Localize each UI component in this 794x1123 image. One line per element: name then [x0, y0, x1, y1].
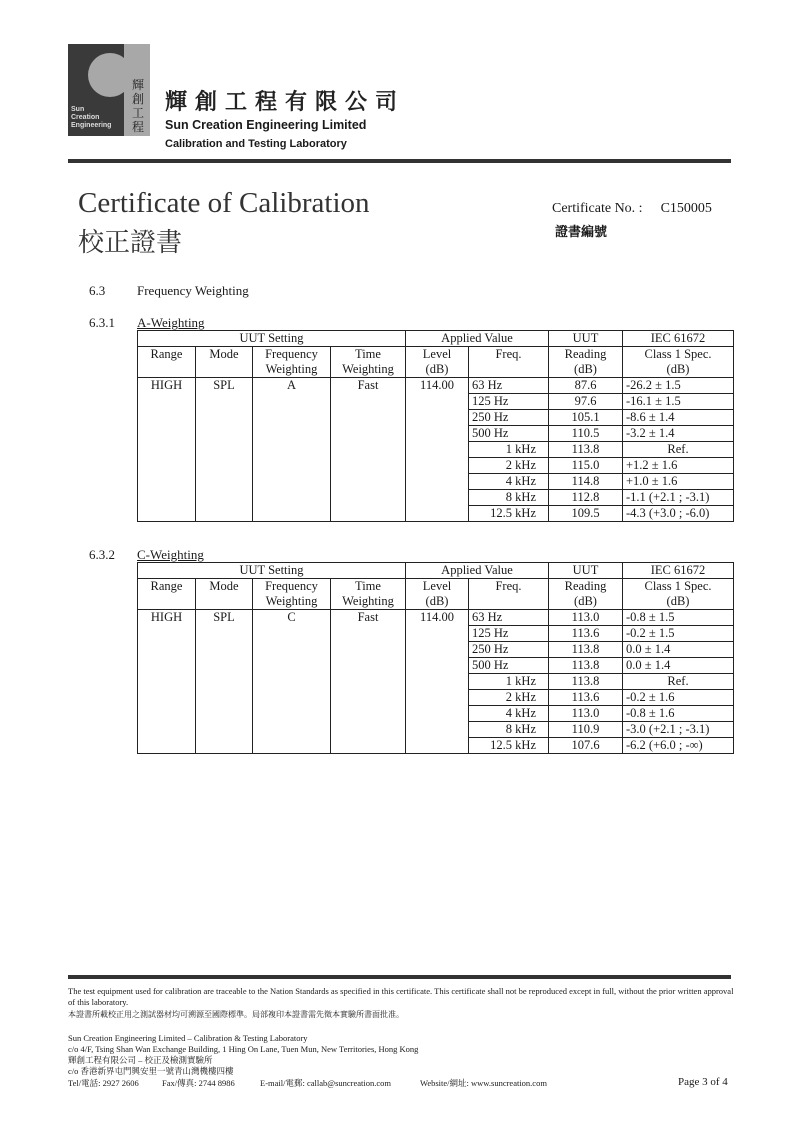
freq-cell: 2 kHz [469, 690, 549, 706]
certificate-title: Certificate of Calibration [78, 187, 370, 219]
weighting-cell: C [253, 610, 331, 754]
reading-cell: 109.5 [549, 506, 623, 522]
reading-cell: 113.6 [549, 626, 623, 642]
reading-cell: 113.6 [549, 690, 623, 706]
spec-cell: -3.0 (+2.1 ; -3.1) [623, 722, 734, 738]
freq-cell: 500 Hz [469, 658, 549, 674]
weighting-cell: A [253, 378, 331, 522]
spec-cell: -6.2 (+6.0 ; -∞) [623, 738, 734, 754]
freq-cell: 12.5 kHz [469, 738, 549, 754]
freq-cell: 250 Hz [469, 410, 549, 426]
spec-cell: -26.2 ± 1.5 [623, 378, 734, 394]
company-name-en: Sun Creation Engineering Limited [165, 118, 367, 132]
contact-tel: Tel/電話: 2927 2606 [68, 1078, 139, 1088]
section-title: Frequency Weighting [137, 283, 249, 298]
table-row [138, 610, 734, 626]
freq-cell: 500 Hz [469, 426, 549, 442]
level-cell: 114.00 [406, 378, 469, 522]
freq-cell: 125 Hz [469, 626, 549, 642]
freq-cell: 1 kHz [469, 442, 549, 458]
spec-cell: +1.2 ± 1.6 [623, 458, 734, 474]
subsection-number: 6.3.2 [89, 547, 115, 562]
freq-cell: 8 kHz [469, 490, 549, 506]
reading-cell: 115.0 [549, 458, 623, 474]
mode-cell: SPL [196, 378, 253, 522]
level-cell: 114.00 [406, 610, 469, 754]
subsection-title: C-Weighting [137, 547, 204, 562]
header-rule [68, 159, 731, 163]
spec-cell: -1.1 (+2.1 ; -3.1) [623, 490, 734, 506]
spec-cell: -16.1 ± 1.5 [623, 394, 734, 410]
weighting-table [137, 562, 734, 754]
spec-cell: 0.0 ± 1.4 [623, 658, 734, 674]
freq-cell: 12.5 kHz [469, 506, 549, 522]
reading-cell: 112.8 [549, 490, 623, 506]
spec-cell: -0.2 ± 1.5 [623, 626, 734, 642]
certificate-number-cn: 證書編號 [555, 225, 608, 240]
spec-cell: Ref. [623, 674, 734, 690]
certificate-title-cn: 校正證書 [78, 228, 183, 258]
time-cell: Fast [331, 378, 406, 522]
spec-cell: -0.2 ± 1.6 [623, 690, 734, 706]
reading-cell: 113.8 [549, 658, 623, 674]
page-number: Page 3 of 4 [678, 1076, 728, 1088]
section-number: 6.3 [89, 283, 106, 298]
reading-cell: 105.1 [549, 410, 623, 426]
table-row [138, 378, 734, 394]
contact-website[interactable]: Website/網址: www.suncreation.com [420, 1078, 547, 1088]
freq-cell: 4 kHz [469, 706, 549, 722]
reading-cell: 113.8 [549, 674, 623, 690]
footer-rule [68, 975, 731, 979]
disclaimer-cn: 本證書所載校正用之測試器材均可溯源至國際標準。局部複印本證書需先徵本實驗所書面批准。 [68, 1010, 404, 1019]
reading-cell: 113.0 [549, 706, 623, 722]
disclaimer-en: The test equipment used for calibration are traceable to the Nation Standards as specified in this certificate. This certificate shall not be reproduced except in full, without the prior written approval of this laboratory. [68, 986, 734, 1007]
header-row: UUT Setting Applied Value UUT IEC 61672 [138, 331, 734, 347]
mode-cell: SPL [196, 610, 253, 754]
lab-name: Calibration and Testing Laboratory [165, 138, 347, 150]
spec-cell: Ref. [623, 442, 734, 458]
weighting-table [137, 330, 734, 522]
subsection-number: 6.3.1 [89, 315, 115, 330]
header-row: UUT Setting Applied Value UUT IEC 61672 [138, 563, 734, 579]
spec-cell: +1.0 ± 1.6 [623, 474, 734, 490]
reading-cell: 110.9 [549, 722, 623, 738]
reading-cell: 87.6 [549, 378, 623, 394]
freq-cell: 125 Hz [469, 394, 549, 410]
spec-cell: -0.8 ± 1.5 [623, 610, 734, 626]
company-name-cn: 輝創工程有限公司 [165, 90, 406, 115]
address: Sun Creation Engineering Limited – Calibration & Testing Laboratory c/o 4/F, Tsing Shan Wan Exchange Building, 1 Hing On Lane, Tuen Mun, New Territories, Hong Kong 輝創工程有限公司 – 校正及檢測實驗所 c/o 香港新界屯門興安里一號青山灣機樓四樓 [68, 1033, 419, 1076]
freq-cell: 2 kHz [469, 458, 549, 474]
contact-fax: Fax/傳真: 2744 8986 [162, 1078, 235, 1088]
reading-cell: 113.8 [549, 642, 623, 658]
reading-cell: 107.6 [549, 738, 623, 754]
freq-cell: 4 kHz [469, 474, 549, 490]
freq-cell: 250 Hz [469, 642, 549, 658]
freq-cell: 63 Hz [469, 378, 549, 394]
spec-cell: -8.6 ± 1.4 [623, 410, 734, 426]
spec-cell: -4.3 (+3.0 ; -6.0) [623, 506, 734, 522]
reading-cell: 113.0 [549, 610, 623, 626]
reading-cell: 113.8 [549, 442, 623, 458]
freq-cell: 8 kHz [469, 722, 549, 738]
header-row: Range Mode Frequency Weighting Time Weighting Level (dB) Freq. Reading (dB) Class 1 Spec. (dB) [138, 579, 734, 610]
subsection-title: A-Weighting [137, 315, 205, 330]
company-logo: Sun Creation Engineering 輝創工程 [68, 44, 150, 136]
spec-cell: -0.8 ± 1.6 [623, 706, 734, 722]
range-cell: HIGH [138, 610, 196, 754]
header-row: Range Mode Frequency Weighting Time Weighting Level (dB) Freq. Reading (dB) Class 1 Spec. (dB) [138, 347, 734, 378]
reading-cell: 114.8 [549, 474, 623, 490]
reading-cell: 110.5 [549, 426, 623, 442]
freq-cell: 1 kHz [469, 674, 549, 690]
time-cell: Fast [331, 610, 406, 754]
spec-cell: 0.0 ± 1.4 [623, 642, 734, 658]
certificate-number: Certificate No. : C150005 [552, 201, 712, 216]
freq-cell: 63 Hz [469, 610, 549, 626]
spec-cell: -3.2 ± 1.4 [623, 426, 734, 442]
reading-cell: 97.6 [549, 394, 623, 410]
range-cell: HIGH [138, 378, 196, 522]
contact-email[interactable]: E-mail/電郵: callab@suncreation.com [260, 1078, 392, 1088]
